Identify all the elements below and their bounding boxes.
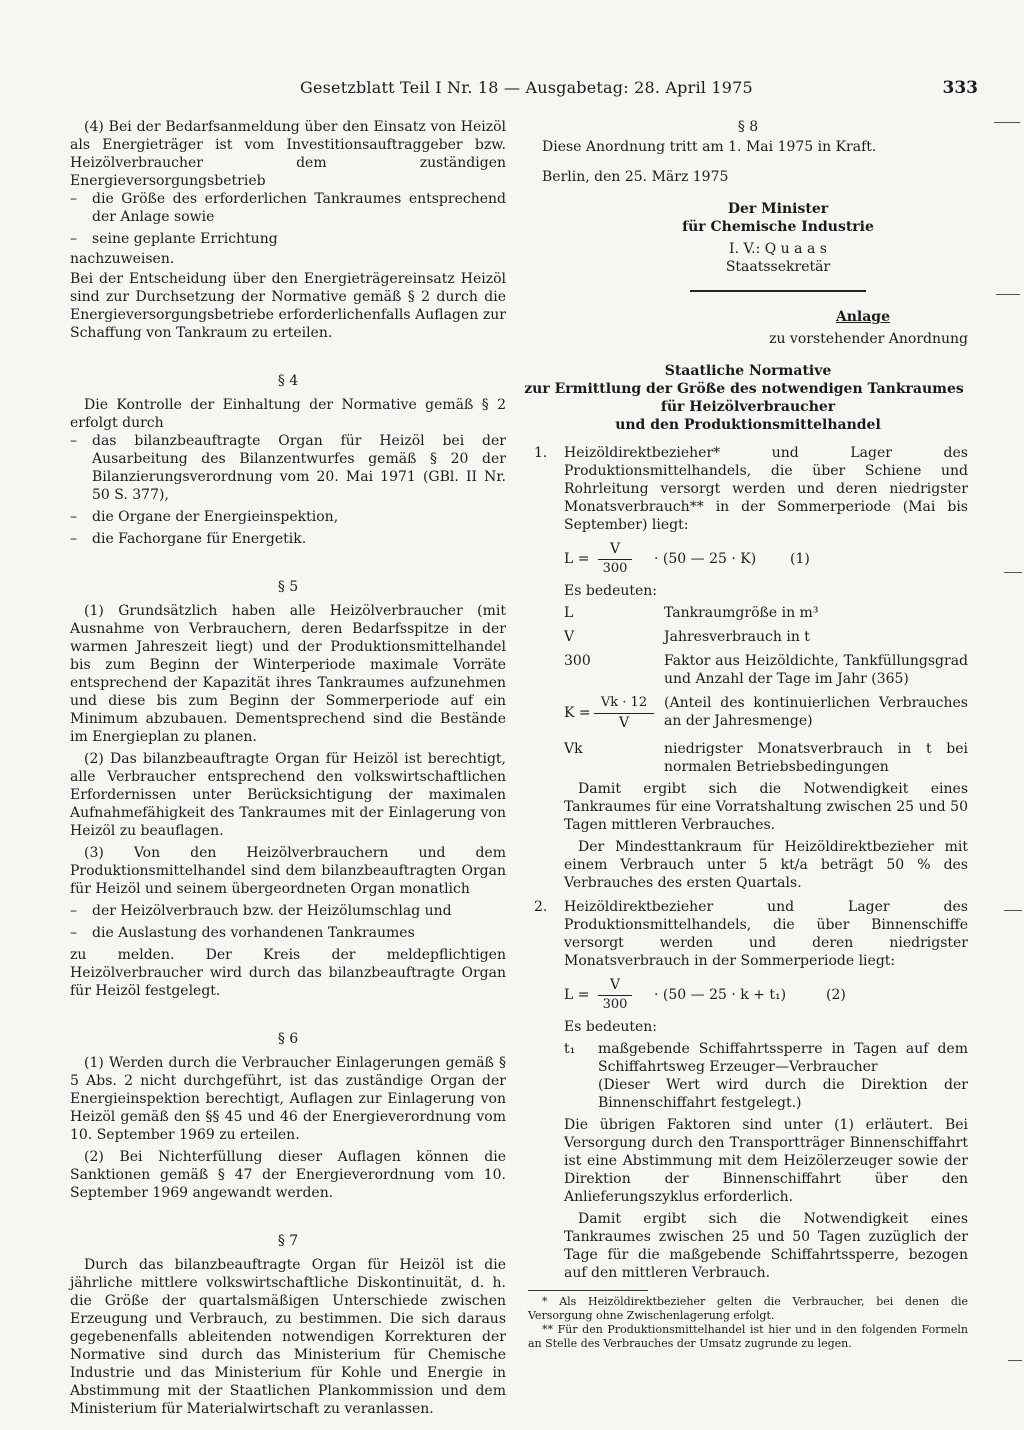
definition-text: Faktor aus Heizöldichte, Tankfüllungsgrad und Anzahl der Tage im Jahr (365): [664, 653, 968, 687]
formula-numerator: V: [609, 977, 621, 993]
annex-subtitle: zu vorstehender Anordnung: [769, 331, 968, 347]
definition-symbol: V: [564, 629, 575, 645]
formula-1: [564, 540, 968, 578]
paragraph: Durch das bilanzbeauftragte Organ für Heizöl ist die jährliche mittlere volkswirtschaftliche Diskontinuität, d. h. die Größe der quartalsmäßigen Unterschiede zwischen Erzeugung und Verbrauch, zu bestimmen. Die sich daraus gegebenenfalls ableitenden notwendigen Korrekturen der Normative sind durch das Ministerium für Chemische Industrie und das Ministerium für Kohle und Energie in Abstimmung mit der Staatlichen Plankommission und dem Ministerium für Materialwirtschaft zu veranlassen.: [70, 1257, 506, 1417]
section-heading: § 6: [277, 1031, 299, 1047]
paragraph: Die übrigen Faktoren sind unter (1) erläutert. Bei Versorgung durch den Transportträger Binnenschiffahrt ist eine Abstimmung mit dem Heizölerzeuger sowie der Direktion der Binnenschiffahrt über den Anlieferungszyklus erforderlich.: [564, 1117, 968, 1205]
definition-symbol: 300: [564, 653, 591, 669]
formula-2: [564, 976, 968, 1014]
page-number: 333: [942, 78, 978, 98]
paragraph: Damit ergibt sich die Notwendigkeit eines Tankraumes für eine Vorratshaltung zwischen 25 und 50 Tagen mittleren Verbrauches.: [564, 781, 968, 833]
section-heading: § 5: [277, 579, 299, 595]
page-header: [300, 78, 980, 102]
formula-lhs: K =: [564, 705, 591, 721]
dash-item-text: das bilanzbeauftragte Organ für Heizöl bei der Ausarbeitung des Bilanzentwurfes gemäß § 20 der Bilanzierungsverordnung vom 20. Mai 1971 (GBl. II Nr. 50 S. 377),: [92, 433, 506, 503]
paragraph: Heizöldirektbezieher und Lager des Produktionsmittelhandels, die über Binnenschiffe versorgt werden und deren niedrigster Monatsverbrauch in der Sommerperiode liegt:: [564, 899, 968, 969]
section-heading: § 4: [277, 373, 299, 389]
formula-label: (2): [826, 987, 846, 1003]
definition-text: (Anteil des kontinuierlichen Verbrauches an der Jahresmenge): [664, 695, 968, 729]
formula-denominator: 300: [602, 997, 628, 1012]
margin-mark: [996, 294, 1020, 295]
dash-item: – die Organe der Energieinspektion,: [70, 508, 506, 526]
dash-item-text: seine geplante Errichtung: [92, 231, 278, 247]
annex-title-text: Anlage: [835, 309, 890, 325]
paragraph: Es bedeuten:: [564, 1019, 658, 1035]
annex-heading: [524, 362, 968, 434]
dash-item: – seine geplante Errichtung: [70, 230, 506, 248]
divider-rule: [690, 290, 866, 292]
list-item: [528, 898, 968, 1282]
margin-mark: [1008, 1360, 1022, 1361]
definition-symbol: Vk: [564, 741, 583, 757]
formula-rhs: · (50 — 25 · k + t₁): [654, 987, 787, 1003]
dash-item-text: die Organe der Energieinspektion,: [92, 509, 339, 525]
paragraph: Heizöldirektbezieher* und Lager des Produktionsmittelhandels, die über Schiene und Rohrleitung versorgt werden und deren niedrigster Monatsverbrauch** in der Sommerperiode (Mai bis September) liegt:: [564, 445, 968, 533]
paragraph: nachzuweisen.: [70, 251, 175, 267]
left-column: [70, 118, 506, 1418]
paragraph: Der Mindesttankraum für Heizöldirektbezieher mit einem Verbrauch unter 5 kt/a beträgt 50 % des Verbrauches des ersten Quartals.: [564, 839, 968, 891]
annex-title: [528, 308, 968, 326]
dash-item: – die Größe des erforderlichen Tankraumes entsprechend der Anlage sowie: [70, 191, 506, 225]
definition-symbol: t₁: [564, 1041, 576, 1057]
annex-heading-line: Staatliche Normative: [664, 363, 832, 379]
header-title: Gesetzblatt Teil I Nr. 18 — Ausgabetag: 28. April 1975: [300, 78, 753, 97]
annex-heading-line: zur Ermittlung der Größe des notwendigen Tankraumes: [524, 381, 964, 397]
signature-role: Staatssekretär: [725, 259, 831, 275]
signature-title: Der Minister: [727, 201, 829, 217]
definition-text: Tankraumgröße in m³: [664, 605, 819, 621]
dash-item: – das bilanzbeauftragte Organ für Heizöl bei der Ausarbeitung des Bilanzentwurfes gemäß § 20 der Bilanzierungsverordnung vom 20. Mai 1971 (GBl. II Nr. 50 S. 377),: [70, 433, 506, 503]
dash-item-text: die Auslastung des vorhandenen Tankraumes: [92, 925, 415, 941]
paragraph: Damit ergibt sich die Notwendigkeit eines Tankraumes zwischen 25 und 50 Tagen zuzüglich der Tage für die maßgebende Schiffahrtssperre, bezogen auf den mittleren Verbrauch.: [564, 1211, 968, 1281]
section-heading: § 7: [277, 1233, 299, 1249]
list-item: [528, 444, 968, 892]
list-item-number: 2.: [534, 899, 548, 915]
definition-text: maßgebende Schiffahrtssperre in Tagen auf dem Schiffahrtsweg Erzeuger—Verbraucher: [598, 1041, 968, 1075]
footnotes: [528, 1295, 968, 1351]
footnote: * Als Heizöldirektbezieher gelten die Verbraucher, bei denen die Versorgung ohne Zwischenlagerung erfolgt.: [528, 1295, 968, 1322]
definition-symbol: L: [564, 605, 574, 621]
formula-lhs: L =: [564, 551, 590, 567]
definition-text: Jahresverbrauch in t: [664, 629, 810, 645]
paragraph: (2) Das bilanzbeauftragte Organ für Heizöl ist berechtigt, alle Verbraucher entsprechend den volkswirtschaftlichen Erfordernissen unter Berücksichtigung der maximalen Aufnahmefähigkeit des Tankraumes mit der Einlagerung von Heizöl zu beauflagen.: [70, 751, 506, 839]
list-item-number: 1.: [534, 445, 548, 461]
formula-denominator: V: [618, 715, 630, 731]
dash-item: – die Auslastung des vorhandenen Tankraumes: [70, 924, 506, 942]
paragraph: (1) Grundsätzlich haben alle Heizölverbraucher (mit Ausnahme von Verbrauchern, deren Bedarfsspitze in der warmen Jahreszeit liegt) und der Produktionsmittelhandel bis zum Beginn der Winterperiode maximale Vorräte entsprechend der Kapazität ihres Tankraumes aufzunehmen und diese bis zum Beginn der Sommerperiode auf ein Minimum abzubauen. Dementsprechend sind die Bestände im Energieplan zu planen.: [70, 603, 506, 745]
paragraph: Bei der Entscheidung über den Energieträgereinsatz Heizöl sind zur Durchsetzung der Normative gemäß § 2 durch die Energieversorgungsbetriebe erforderlichenfalls Auflagen zur Schaffung von Tankraum zu erteilen.: [70, 271, 506, 341]
paragraph: (3) Von den Heizölverbrauchern und dem Produktionsmittelhandel sind dem bilanzbeauftragten Organ für Heizöl und seinem übergeordneten Organ monatlich: [70, 845, 506, 897]
annex-heading-line: für Heizölverbraucher: [660, 399, 836, 415]
definition-table: [564, 604, 968, 776]
definition-formula: [564, 694, 664, 734]
paragraph: Die Kontrolle der Einhaltung der Normative gemäß § 2 erfolgt durch: [70, 397, 506, 431]
right-column: [524, 118, 968, 1351]
footnote-rule: [528, 1290, 648, 1291]
dash-item: – die Fachorgane für Energetik.: [70, 530, 506, 548]
footnote: ** Für den Produktionsmittelhandel ist hier und in den folgenden Formeln an Stelle des Verbrauches der Umsatz zugrunde zu legen.: [528, 1323, 968, 1350]
list-item-body: [564, 898, 968, 1282]
paragraph: Diese Anordnung tritt am 1. Mai 1975 in Kraft.: [542, 139, 877, 155]
section-heading: § 8: [737, 119, 759, 135]
definition-row: [564, 1040, 968, 1112]
definition-body: [598, 1040, 968, 1112]
formula-denominator: 300: [602, 561, 628, 576]
dash-item-text: die Größe des erforderlichen Tankraumes entsprechend der Anlage sowie: [92, 191, 506, 225]
formula-numerator: Vk · 12: [600, 695, 648, 710]
margin-mark: [1004, 572, 1022, 573]
dash-item-text: die Fachorgane für Energetik.: [92, 531, 307, 547]
margin-mark: [1004, 910, 1022, 911]
definition-text: niedrigster Monatsverbrauch in t bei normalen Betriebsbedingungen: [664, 741, 968, 775]
paragraph: Es bedeuten:: [564, 583, 658, 599]
definition-note: (Dieser Wert wird durch die Direktion der Binnenschiffahrt festgelegt.): [598, 1077, 968, 1111]
signature-name: I. V.: Q u a a s: [729, 241, 827, 257]
formula-lhs: L =: [564, 987, 590, 1003]
place-date: Berlin, den 25. März 1975: [542, 169, 729, 185]
formula-rhs: · (50 — 25 · K): [654, 551, 757, 567]
list-item-body: [564, 444, 968, 892]
signature-block: [528, 200, 968, 292]
paragraph: (4) Bei der Bedarfsanmeldung über den Einsatz von Heizöl als Energieträger ist vom Investitionsauftraggeber bzw. Heizölverbraucher dem zuständigen Energieversorgungsbetrieb: [70, 119, 506, 189]
paragraph: (1) Werden durch die Verbraucher Einlagerungen gemäß § 5 Abs. 2 nicht durchgeführt, ist das zuständige Organ der Energieinspektion berechtigt, Auflagen zur Einlagerung von Heizöl gemäß den §§ 45 und 46 der Energieverordnung vom 10. September 1969 zu erteilen.: [70, 1055, 506, 1143]
paragraph: (2) Bei Nichterfüllung dieser Auflagen können die Sanktionen gemäß § 47 der Energieverordnung vom 10. September 1969 angewandt werden.: [70, 1149, 506, 1201]
signature-title: für Chemische Industrie: [682, 219, 874, 235]
formula-label: (1): [790, 551, 810, 567]
margin-mark: [994, 122, 1020, 123]
paragraph: zu melden. Der Kreis der meldepflichtigen Heizölverbraucher wird durch das bilanzbeauftragte Organ für Heizöl festgelegt.: [70, 947, 506, 999]
dash-item: – der Heizölverbrauch bzw. der Heizölumschlag und: [70, 902, 506, 920]
dash-item-text: der Heizölverbrauch bzw. der Heizölumschlag und: [92, 903, 452, 919]
annex-heading-line: und den Produktionsmittelhandel: [615, 417, 881, 433]
formula-numerator: V: [609, 541, 621, 557]
